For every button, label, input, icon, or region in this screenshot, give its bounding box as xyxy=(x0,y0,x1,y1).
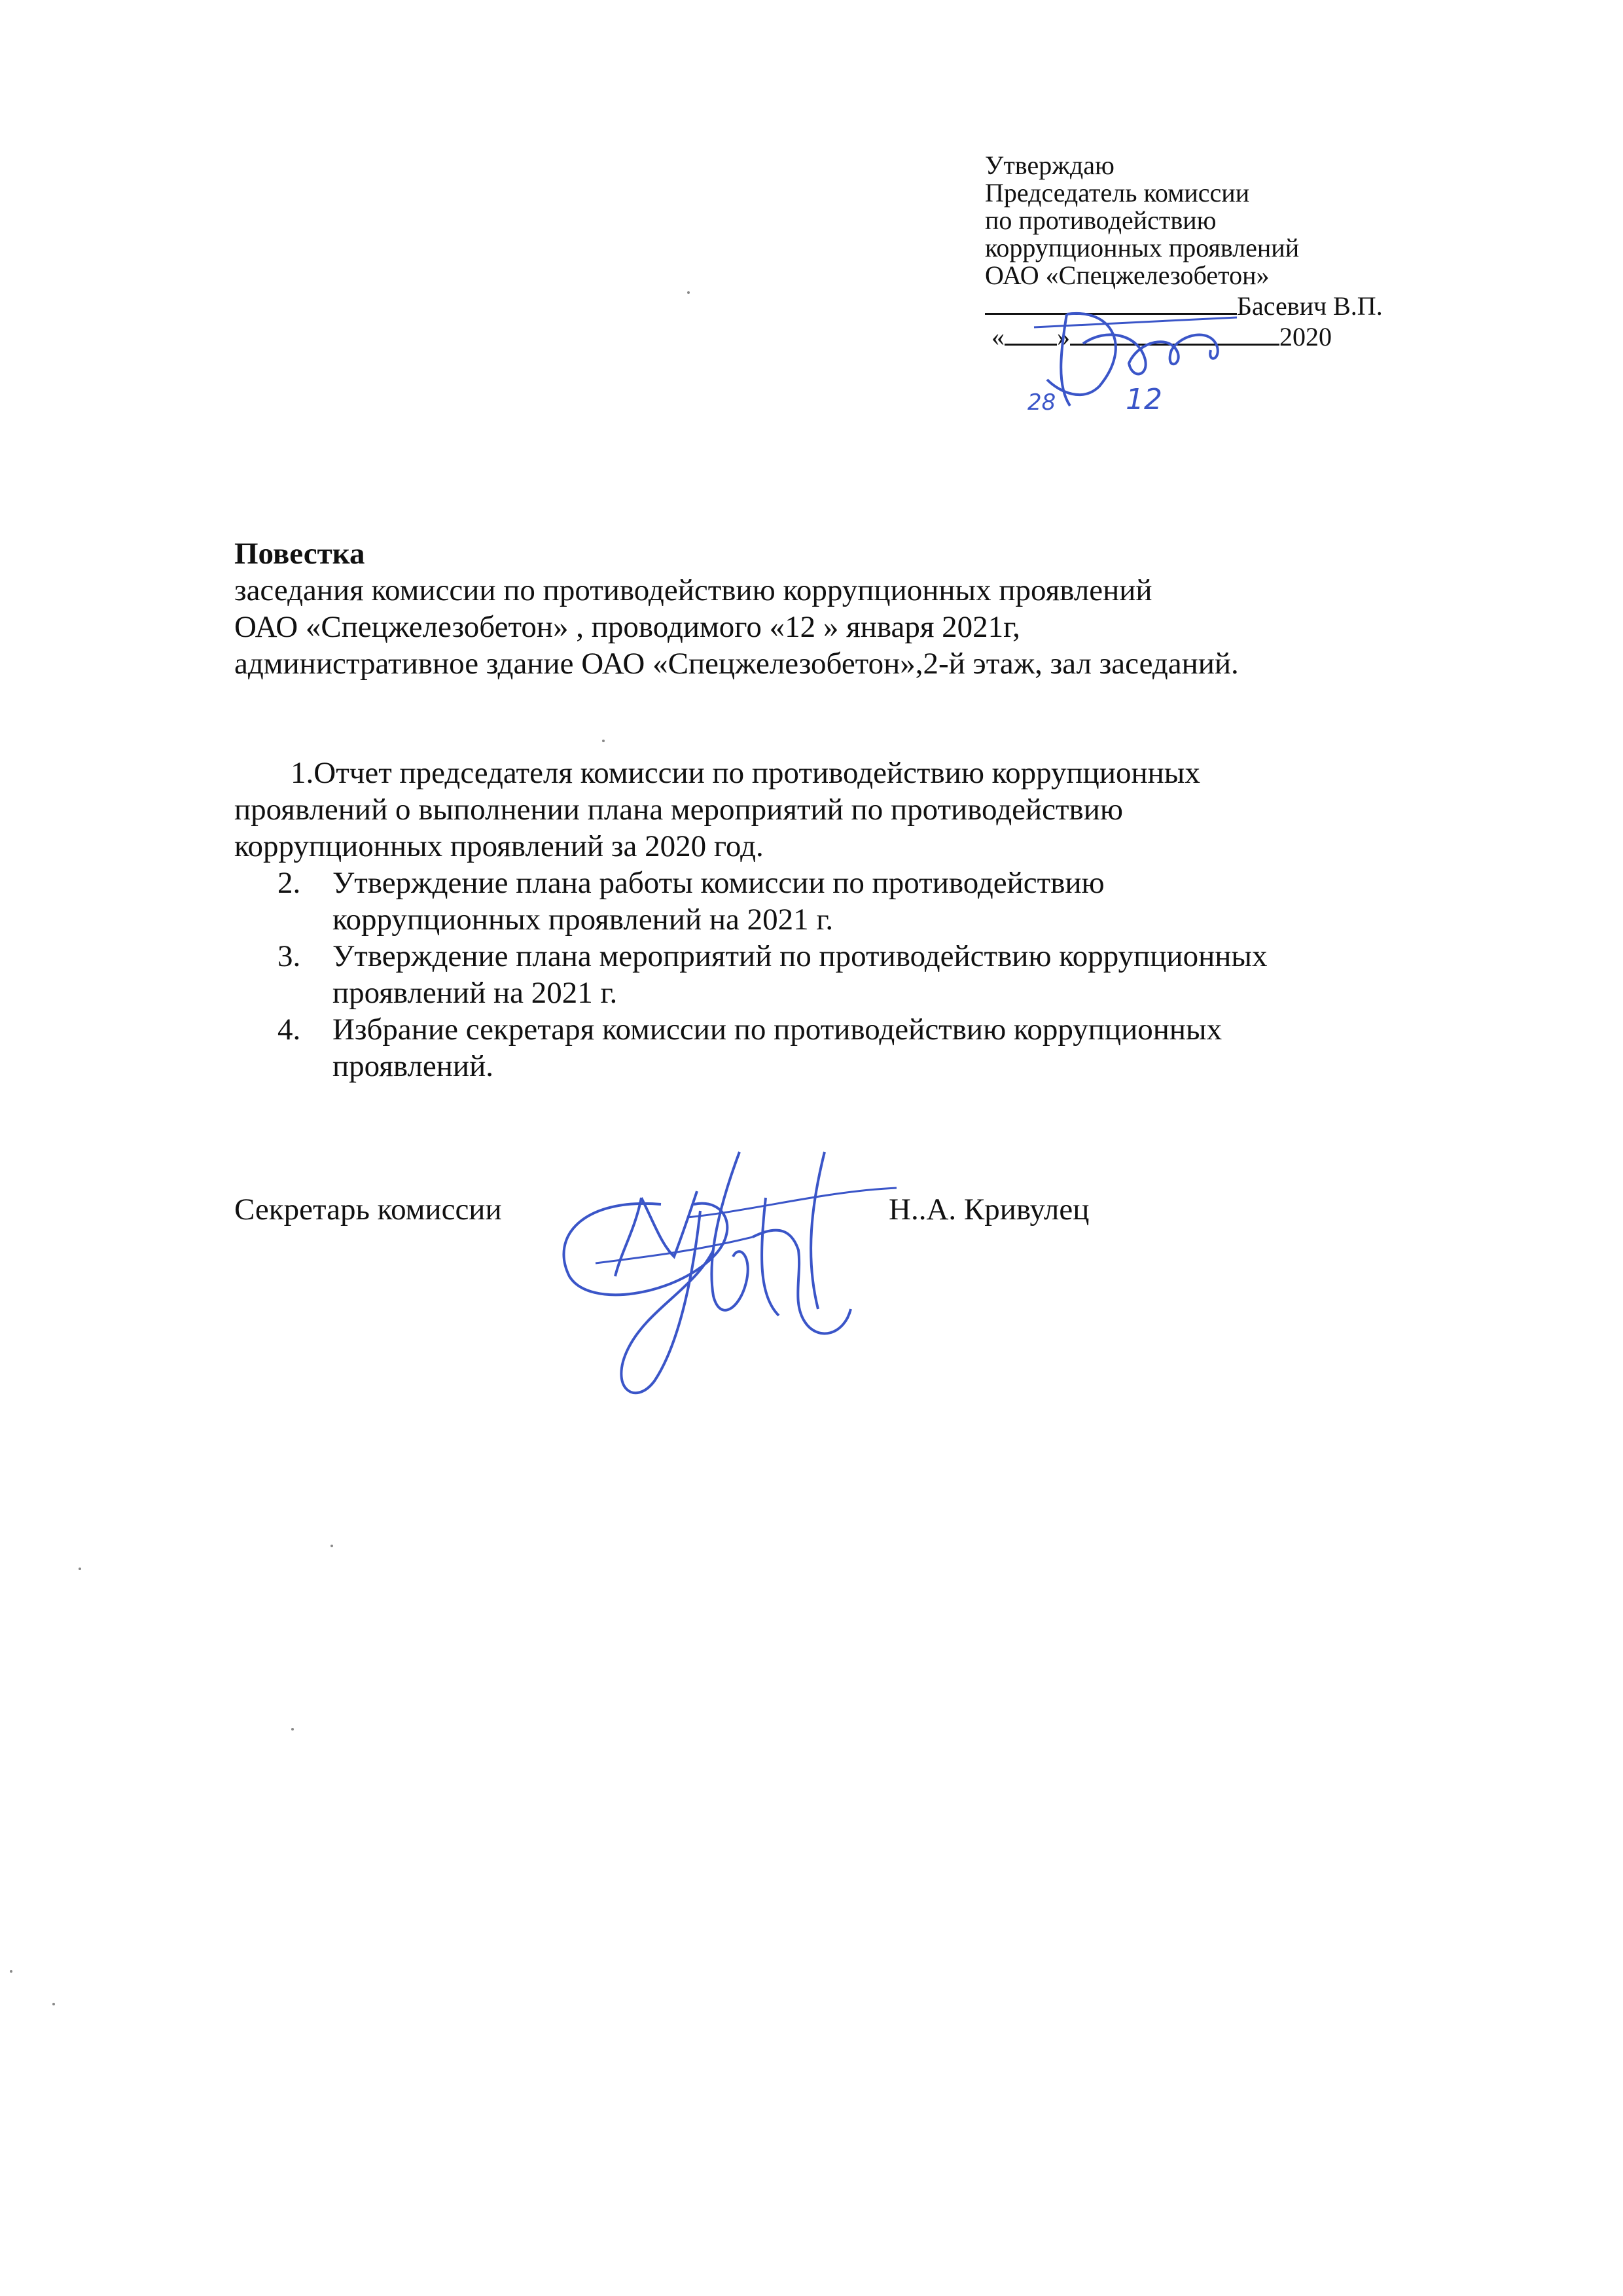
scan-speck xyxy=(687,291,690,294)
date-close-quote: » xyxy=(1057,322,1070,351)
secretary-name: Н..А. Кривулец xyxy=(889,1193,1090,1227)
approval-organization: ОАО «Спецжелезобетон» xyxy=(985,260,1270,290)
scan-speck xyxy=(79,1568,81,1570)
approval-signer-name: Басевич В.П. xyxy=(1237,291,1383,321)
agenda-item-3-line-2: проявлений на 2021 г. xyxy=(332,976,618,1010)
agenda-item-4-number: 4. xyxy=(277,1013,301,1047)
handwritten-month-text: 12 xyxy=(1126,383,1162,416)
agenda-item-1-line-2: проявлений о выполнении плана мероприятий по противодействию xyxy=(234,793,1123,827)
agenda-item-3-line-1: Утверждение плана мероприятий по противодействию коррупционных xyxy=(332,939,1268,973)
scan-speck xyxy=(602,740,605,742)
agenda-item-1-line-3: коррупционных проявлений за 2020 год. xyxy=(234,829,764,863)
scan-speck xyxy=(10,1970,12,1973)
approval-heading: Утверждаю xyxy=(985,151,1115,180)
agenda-item-1 xyxy=(234,755,1537,865)
agenda-subtitle-line-2: ОАО «Спецжелезобетон» , проводимого «12 » января 2021г, xyxy=(234,610,1020,644)
agenda-item-2-line-1: Утверждение плана работы комиссии по противодействию xyxy=(332,866,1105,900)
agenda-item-4 xyxy=(234,1011,1537,1085)
agenda-item-4-line-2: проявлений. xyxy=(332,1049,493,1083)
agenda-item-1-line-1: 1.Отчет председателя комиссии по противодействию коррупционных xyxy=(291,756,1200,790)
secretary-label: Секретарь комиссии xyxy=(234,1193,502,1227)
scan-speck xyxy=(52,2003,55,2005)
agenda-item-2-number: 2. xyxy=(277,866,301,900)
agenda-items xyxy=(234,755,1537,1085)
approval-position-line-3: коррупционных проявлений xyxy=(985,233,1300,262)
scan-speck xyxy=(291,1728,294,1731)
agenda-item-3 xyxy=(234,938,1537,1011)
secretary-signature xyxy=(543,1126,910,1404)
date-open-quote: « xyxy=(991,322,1005,351)
approval-position-line-1: Председатель комиссии xyxy=(985,178,1250,207)
scan-speck xyxy=(330,1545,333,1547)
agenda-item-4-line-1: Избрание секретаря комиссии по противодействию коррупционных xyxy=(332,1013,1222,1047)
approval-position-line-2: по противодействию xyxy=(985,206,1217,235)
agenda-subtitle-line-1: заседания комиссии по противодействию коррупционных проявлений xyxy=(234,573,1152,607)
handwritten-day-text: 28 xyxy=(1027,389,1056,416)
agenda-subtitle-line-3: административное здание ОАО «Спецжелезобетон»,2-й этаж, зал заседаний. xyxy=(234,647,1239,681)
handwritten-day xyxy=(1024,386,1077,422)
agenda-item-2-line-2: коррупционных проявлений на 2021 г. xyxy=(332,903,834,937)
handwritten-month xyxy=(1113,376,1204,425)
agenda-item-3-number: 3. xyxy=(277,939,301,973)
agenda-header xyxy=(234,535,1530,682)
agenda-item-2 xyxy=(234,865,1537,938)
date-year: 2020 xyxy=(1279,322,1332,351)
agenda-title: Повестка xyxy=(234,537,365,571)
